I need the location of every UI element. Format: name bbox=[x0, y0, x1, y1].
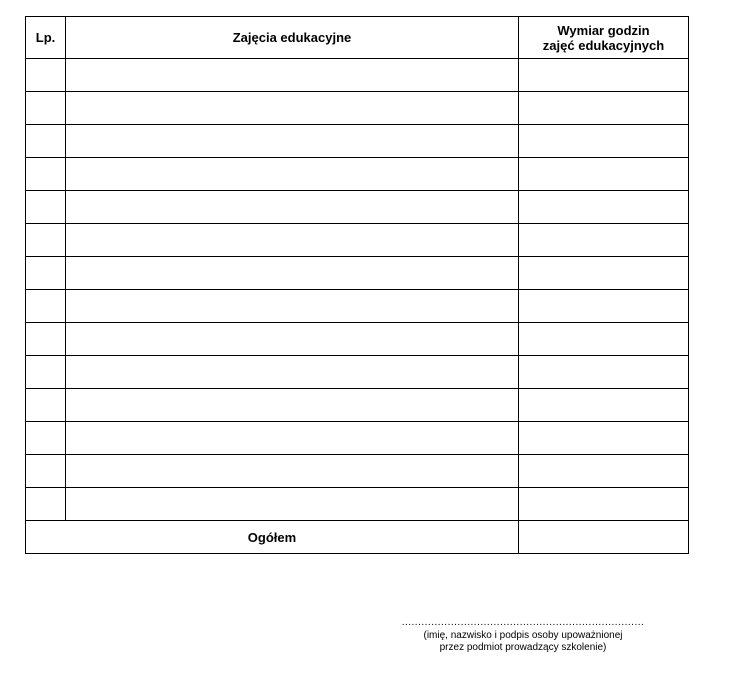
total-label: Ogółem bbox=[26, 521, 519, 554]
total-row bbox=[26, 521, 689, 554]
row-lp-cell[interactable] bbox=[26, 191, 66, 224]
row-lp-cell[interactable] bbox=[26, 125, 66, 158]
row-hours-cell[interactable] bbox=[519, 257, 689, 290]
row-lp-cell[interactable] bbox=[26, 323, 66, 356]
table-row bbox=[26, 191, 689, 224]
row-lp-cell[interactable] bbox=[26, 224, 66, 257]
row-hours-cell[interactable] bbox=[519, 323, 689, 356]
table-row bbox=[26, 488, 689, 521]
row-subject-cell[interactable] bbox=[66, 92, 519, 125]
table-row bbox=[26, 59, 689, 92]
row-hours-cell[interactable] bbox=[519, 125, 689, 158]
signature-line: .......................................................................... bbox=[401, 618, 645, 628]
row-subject-cell[interactable] bbox=[66, 290, 519, 323]
row-subject-cell[interactable] bbox=[66, 488, 519, 521]
row-subject-cell[interactable] bbox=[66, 455, 519, 488]
row-hours-cell[interactable] bbox=[519, 488, 689, 521]
row-hours-cell[interactable] bbox=[519, 92, 689, 125]
row-lp-cell[interactable] bbox=[26, 92, 66, 125]
table-header-row bbox=[26, 17, 689, 59]
row-hours-cell[interactable] bbox=[519, 389, 689, 422]
row-hours-cell[interactable] bbox=[519, 59, 689, 92]
row-lp-cell[interactable] bbox=[26, 290, 66, 323]
row-hours-cell[interactable] bbox=[519, 290, 689, 323]
row-hours-cell[interactable] bbox=[519, 455, 689, 488]
row-subject-cell[interactable] bbox=[66, 422, 519, 455]
row-lp-cell[interactable] bbox=[26, 455, 66, 488]
row-subject-cell[interactable] bbox=[66, 323, 519, 356]
header-hours: Wymiar godzin zajęć edukacyjnych bbox=[519, 17, 689, 59]
row-lp-cell[interactable] bbox=[26, 59, 66, 92]
table-body bbox=[26, 59, 689, 521]
table-row bbox=[26, 422, 689, 455]
total-value-cell[interactable] bbox=[519, 521, 689, 554]
row-hours-cell[interactable] bbox=[519, 158, 689, 191]
table-row bbox=[26, 389, 689, 422]
education-hours-table bbox=[25, 16, 689, 554]
row-hours-cell[interactable] bbox=[519, 422, 689, 455]
row-hours-cell[interactable] bbox=[519, 356, 689, 389]
table-row bbox=[26, 455, 689, 488]
row-subject-cell[interactable] bbox=[66, 125, 519, 158]
table-row bbox=[26, 257, 689, 290]
row-hours-cell[interactable] bbox=[519, 224, 689, 257]
row-lp-cell[interactable] bbox=[26, 488, 66, 521]
row-subject-cell[interactable] bbox=[66, 257, 519, 290]
row-subject-cell[interactable] bbox=[66, 389, 519, 422]
row-subject-cell[interactable] bbox=[66, 224, 519, 257]
header-lp: Lp. bbox=[26, 17, 66, 59]
table-row bbox=[26, 125, 689, 158]
header-subject: Zajęcia edukacyjne bbox=[66, 17, 519, 59]
row-lp-cell[interactable] bbox=[26, 257, 66, 290]
table-row bbox=[26, 323, 689, 356]
table-row bbox=[26, 224, 689, 257]
signature-block bbox=[398, 618, 648, 654]
row-subject-cell[interactable] bbox=[66, 59, 519, 92]
table-row bbox=[26, 158, 689, 191]
row-subject-cell[interactable] bbox=[66, 356, 519, 389]
row-lp-cell[interactable] bbox=[26, 389, 66, 422]
row-subject-cell[interactable] bbox=[66, 191, 519, 224]
table-row bbox=[26, 92, 689, 125]
signature-caption: (imię, nazwisko i podpis osoby upoważnionej przez podmiot prowadzący szkolenie) bbox=[423, 630, 623, 653]
row-lp-cell[interactable] bbox=[26, 158, 66, 191]
row-subject-cell[interactable] bbox=[66, 158, 519, 191]
table-row bbox=[26, 356, 689, 389]
row-lp-cell[interactable] bbox=[26, 422, 66, 455]
table-row bbox=[26, 290, 689, 323]
row-hours-cell[interactable] bbox=[519, 191, 689, 224]
row-lp-cell[interactable] bbox=[26, 356, 66, 389]
